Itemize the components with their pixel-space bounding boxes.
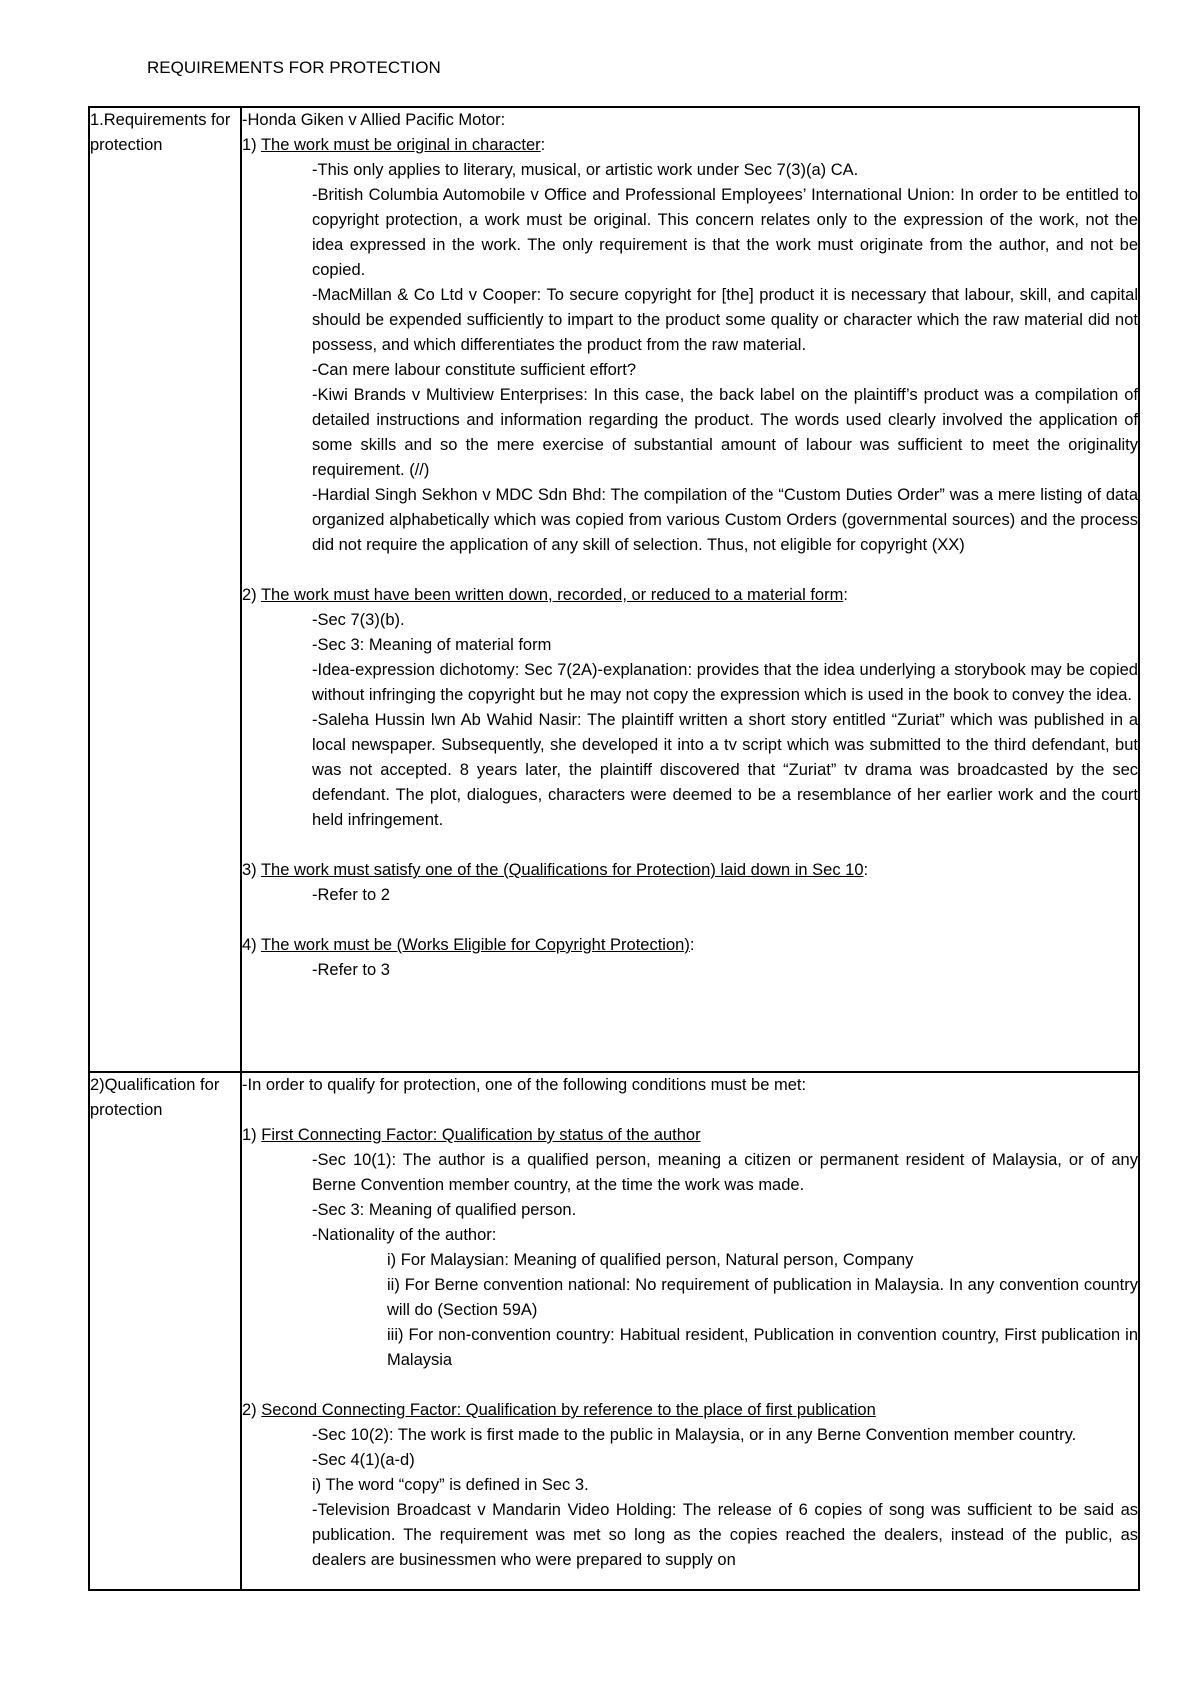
paragraph-text: 4) [242,936,261,954]
paragraph-text: -Nationality of the author: [312,1226,497,1244]
paragraph [242,708,1138,833]
paragraph [242,1073,1138,1098]
paragraph [242,1273,1138,1323]
paragraph-text: ii) For Berne convention national: No requirement of publication in Malaysia. In any convention country will do (Section 59A) [387,1276,1138,1319]
paragraph-gap [242,1373,1138,1398]
paragraph-text: -MacMillan & Co Ltd v Cooper: To secure copyright for [the] product it is necessary that labour, skill, and capital should be expended sufficiently to impart to the product some quality or character which the raw material did not possess, and which differentiates the product from the raw material. [312,286,1138,354]
paragraph [242,133,1138,158]
row-content [241,107,1139,1072]
paragraph-text: -Sec 3: Meaning of qualified person. [312,1201,577,1219]
requirements-table [88,106,1140,1591]
heading-tail: : [540,136,546,154]
paragraph-text: -Honda Giken v Allied Pacific Motor: [242,111,506,129]
paragraph-text: -Refer to 3 [312,961,390,979]
paragraph [242,183,1138,283]
paragraph-text: -Hardial Singh Sekhon v MDC Sdn Bhd: The compilation of the “Custom Duties Order” was a mere listing of data organized alphabetically which was copied from various Custom Orders (governmental sources) and the process did not require the application of any skill of selection. Thus, not eligible for copyright (XX) [312,486,1138,554]
paragraph-text: i) The word “copy” is defined in Sec 3. [312,1476,589,1494]
paragraph [242,608,1138,633]
paragraph [242,383,1138,483]
paragraph-text: -This only applies to literary, musical, or artistic work under Sec 7(3)(a) CA. [312,161,859,179]
paragraph-text: -Sec 10(2): The work is first made to the public in Malaysia, or in any Berne Convention member country. [312,1426,1077,1444]
paragraph [242,1423,1138,1448]
paragraph [242,958,1138,983]
paragraph [242,1473,1138,1498]
paragraph [242,883,1138,908]
paragraph-text: 2) [242,1401,262,1419]
paragraph [242,658,1138,708]
paragraph-text: -Sec 10(1): The author is a qualified person, meaning a citizen or permanent resident of Malaysia, or of any Berne Convention member country, at the time the work was made. [312,1151,1138,1194]
paragraph-text: -Saleha Hussin lwn Ab Wahid Nasir: The plaintiff written a short story entitled “Zuriat” which was published in a local newspaper. Subsequently, she developed it into a tv script which was submitted to the third defendant, but was not accepted. 8 years later, the plaintiff discovered that “Zuriat” tv drama was broadcasted by the sec defendant. The plot, dialogues, characters were deemed to be a resemblance of her earlier work and the court held infringement. [312,711,1138,829]
paragraph-text: 2) [242,586,261,604]
paragraph-text: i) For Malaysian: Meaning of qualified person, Natural person, Company [387,1251,914,1269]
table-row [89,107,1139,1072]
underlined-heading: First Connecting Factor: Qualification by status of the author [261,1126,701,1144]
row-label: 2)Qualification for protection [89,1072,241,1590]
row-content [241,1072,1139,1590]
paragraph-text: -British Columbia Automobile v Office and Professional Employees’ International Union: In order to be entitled to copyright protection, a work must be original. This concern relates only to the expression of the work, not the idea expressed in the work. The only requirement is that the work must originate from the author, and not be copied. [312,186,1138,279]
paragraph [242,933,1138,958]
paragraph [242,583,1138,608]
paragraph-text: -Refer to 2 [312,886,390,904]
paragraph-text: -Sec 4(1)(a-d) [312,1451,415,1469]
paragraph [242,1223,1138,1248]
paragraph-gap [242,558,1138,583]
paragraph [242,633,1138,658]
paragraph [242,283,1138,358]
paragraph-text: -In order to qualify for protection, one of the following conditions must be met: [242,1076,807,1094]
underlined-heading: Second Connecting Factor: Qualification by reference to the place of first publication [261,1401,876,1419]
paragraph [242,1248,1138,1273]
underlined-heading: The work must satisfy one of the (Qualifications for Protection) laid down in Sec 10 [260,861,864,879]
paragraph-gap [242,908,1138,933]
paragraph [242,108,1138,133]
paragraph [242,1398,1138,1423]
paragraph-text: 1) [242,1126,262,1144]
paragraph [242,1123,1138,1148]
paragraph-text: -Television Broadcast v Mandarin Video Holding: The release of 6 copies of song was sufficient to be said as publication. The requirement was met so long as the copies reached the dealers, instead of the public, as dealers are businessmen who were prepared to supply on [312,1501,1138,1569]
document-title: REQUIREMENTS FOR PROTECTION [147,58,441,77]
paragraph-text: -Sec 3: Meaning of material form [312,636,552,654]
paragraph [242,1448,1138,1473]
paragraph [242,1148,1138,1198]
paragraph-text: -Sec 7(3)(b). [312,611,405,629]
paragraph-text: 3) [242,861,261,879]
paragraph-text: -Kiwi Brands v Multiview Enterprises: In this case, the back label on the plaintiff’s product was a compilation of detailed instructions and information regarding the product. The words used clearly involved the application of some skills and so the mere exercise of substantial amount of labour was sufficient to meet the originality requirement. (//) [312,386,1138,479]
table-row [89,1072,1139,1590]
paragraph [242,158,1138,183]
underlined-heading: The work must be original in character [260,136,541,154]
paragraph-text: iii) For non-convention country: Habitual resident, Publication in convention country, First publication in Malaysia [387,1326,1138,1369]
paragraph [242,483,1138,558]
paragraph-gap [242,1098,1138,1123]
heading-tail: : [843,586,848,604]
row-label: 1.Requirements for protection [89,107,241,1072]
paragraph-text: -Can mere labour constitute sufficient effort? [312,361,637,379]
paragraph [242,358,1138,383]
heading-tail: : [689,936,695,954]
paragraph [242,1323,1138,1373]
heading-tail: : [863,861,869,879]
paragraph-text: 1) [242,136,261,154]
paragraph [242,858,1138,883]
paragraph-gap [242,833,1138,858]
paragraph [242,1198,1138,1223]
underlined-heading: The work must be (Works Eligible for Copyright Protection) [260,936,690,954]
paragraph-text: -Idea-expression dichotomy: Sec 7(2A)-explanation: provides that the idea underlying a storybook may be copied without infringing the copyright but he may not copy the expression which is used in the book to convey the idea. [312,661,1138,704]
paragraph [242,1498,1138,1573]
underlined-heading: The work must have been written down, recorded, or reduced to a material form [260,586,844,604]
